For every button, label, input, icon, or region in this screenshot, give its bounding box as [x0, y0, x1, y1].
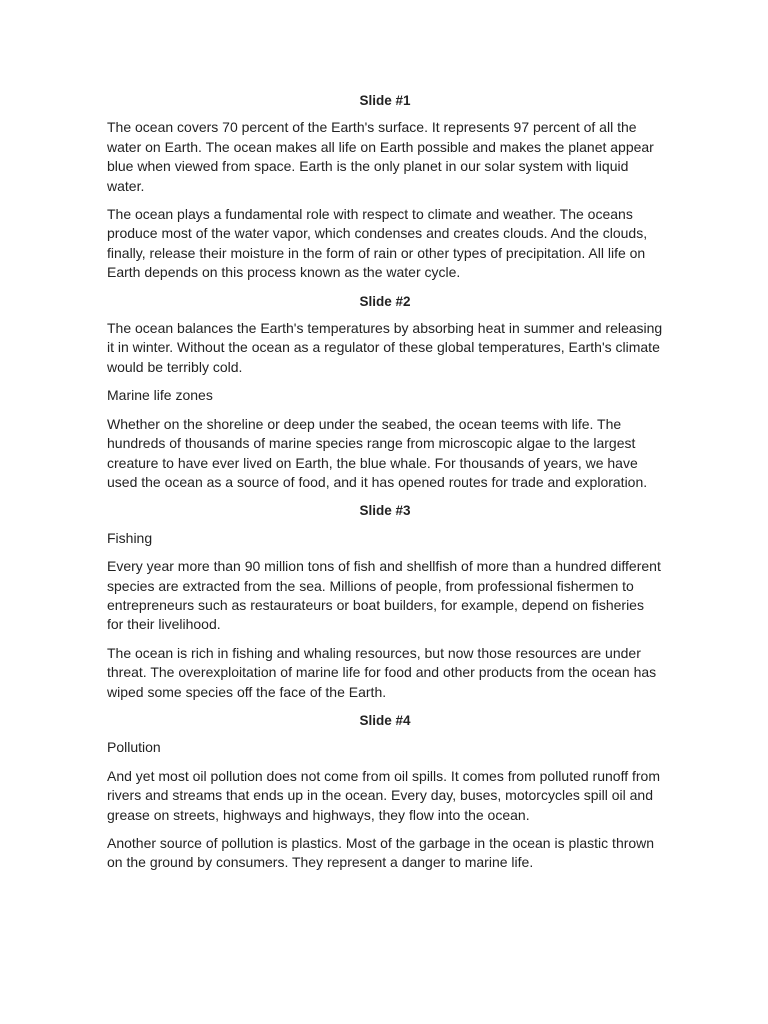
slide-3-section	[107, 501, 663, 702]
slide-4-section	[107, 711, 663, 873]
section-subheading: Marine life zones	[107, 387, 213, 404]
slide-1-section	[107, 91, 663, 283]
paragraph: Every year more than 90 million tons of fish and shellfish of more than a hundred different species are extracted from the sea. Millions of people, from professional fishermen to entrepreneurs such as restaurateurs or boat builders, for example, depend on fisheries for their livelihood.	[107, 558, 661, 633]
section-subheading: Pollution	[107, 739, 161, 756]
document-page	[107, 91, 663, 882]
paragraph: The ocean is rich in fishing and whaling resources, but now those resources are under threat. The overexploitation of marine life for food and other products from the ocean has wiped some species off the face of the Earth.	[107, 644, 657, 700]
paragraph: Another source of pollution is plastics. Most of the garbage in the ocean is plastic thrown on the ground by consumers. They represent a danger to marine life.	[107, 835, 655, 871]
slide-heading: Slide #2	[359, 293, 411, 309]
paragraph: And yet most oil pollution does not come from oil spills. It comes from polluted runoff from rivers and streams that ends up in the ocean. Every day, buses, motorcycles spill oil and grease on streets, highways and highways, they flow into the ocean.	[107, 767, 660, 823]
slide-2-section	[107, 292, 663, 493]
paragraph: The ocean plays a fundamental role with respect to climate and weather. The oceans produce most of the water vapor, which condenses and creates clouds. And the clouds, finally, release their moisture in the form of rain or other types of precipitation. All life on Earth depends on this process known as the water cycle.	[107, 206, 648, 281]
paragraph: Whether on the shoreline or deep under the seabed, the ocean teems with life. The hundreds of thousands of marine species range from microscopic algae to the largest creature to have ever lived on Earth, the blue whale. For thousands of years, we have used the ocean as a source of food, and it has opened routes for trade and exploration.	[107, 415, 648, 490]
paragraph: The ocean balances the Earth's temperatures by absorbing heat in summer and releasing it in winter. Without the ocean as a regulator of these global temperatures, Earth's climate would be terribly cold.	[107, 320, 663, 375]
slide-heading: Slide #1	[359, 93, 411, 108]
section-subheading: Fishing	[107, 529, 153, 546]
paragraph: The ocean covers 70 percent of the Earth's surface. It represents 97 percent of all the water on Earth. The ocean makes all life on Earth possible and makes the planet appear blue when viewed from space. Earth is the only planet in our solar system with liquid water.	[107, 119, 654, 194]
slide-heading: Slide #4	[359, 712, 411, 728]
slide-heading: Slide #3	[359, 503, 411, 519]
